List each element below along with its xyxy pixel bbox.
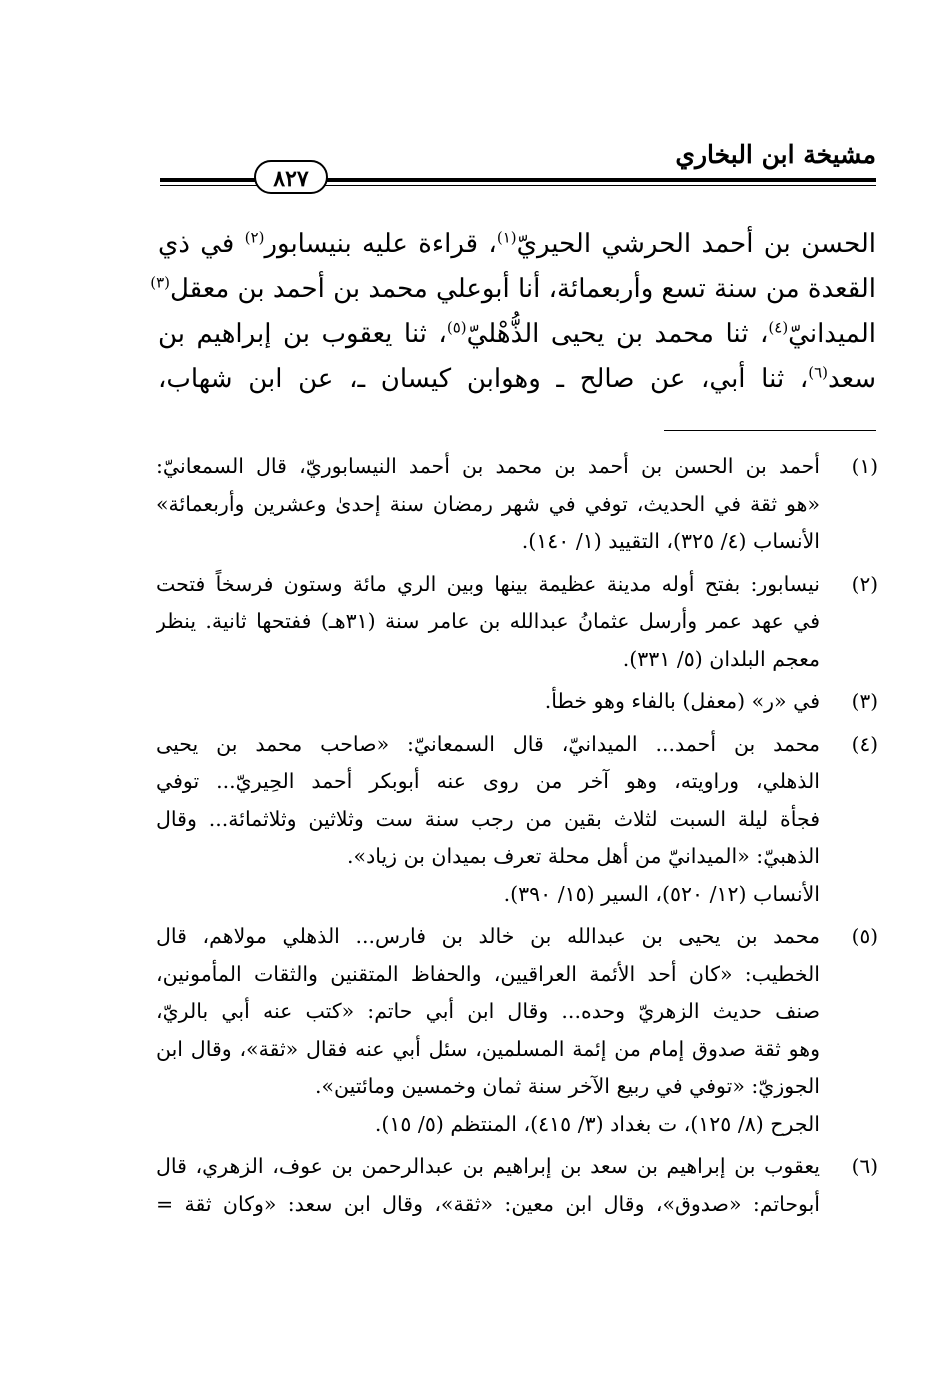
footnote-line: في عهد عمر وأرسل عثمانُ عبدالله بن عامر سنة (٣١هـ) ففتحها ثانية. ينظر	[156, 609, 820, 633]
footnote-line: الذهبيّ: «الميدانيّ من أهل محلة تعرف بميدان بن زياد».	[347, 844, 820, 868]
footnote	[156, 918, 878, 1143]
main-text	[150, 222, 876, 402]
main-text-line	[158, 312, 876, 357]
text-run: ، ثنا أبي، عن صالح ـ وهوابن كيسان ـ، عن ابن شهاب،	[158, 364, 809, 394]
text-run: في ذي	[158, 229, 245, 259]
footnote-number: (٥)	[851, 924, 878, 948]
text-run: ، قراءة عليه بنيسابور	[264, 229, 497, 259]
footnote-line: أحمد بن الحسن بن أحمد بن محمد بن أحمد النيسابوريّ، قال السمعانيّ:	[156, 454, 820, 478]
footnote-number: (٤)	[851, 731, 878, 756]
footnote-line: الجوزيّ: «توفي في ربيع الآخر سنة ثمان وخمسين ومائتين».	[314, 1074, 820, 1098]
text-run: ، ثنا يعقوب بن إبراهيم بن	[158, 319, 447, 349]
running-header	[160, 140, 876, 190]
footnote-line: في «ر» (معفل) بالفاء وهو خطأ.	[544, 689, 820, 713]
footnote	[156, 683, 878, 721]
footnote	[156, 726, 878, 914]
footnote-line: محمد بن أحمد... الميدانيّ، قال السمعانيّ: «صاحب محمد بن يحيى	[156, 731, 820, 756]
footnote-marker: (٥)	[446, 318, 467, 337]
footnote-marker: (٣)	[150, 273, 170, 292]
footnote	[156, 1148, 878, 1223]
footnote-marker: (٤)	[768, 318, 789, 337]
footnote-marker: (١)	[496, 228, 517, 247]
footnote-divider	[664, 430, 876, 431]
main-text-line	[150, 267, 876, 312]
text-run: سعد	[828, 364, 876, 394]
footnote	[156, 566, 878, 679]
footnote-line: «هو ثقة في الحديث، توفي في شهر رمضان سنة إحدىٰ وعشرين وأربعمائة»	[156, 491, 820, 516]
footnote-line: فجأة ليلة السبت لثلاث بقين من رجب سنة ست وثلاثين وثلاثمائة... وقال	[156, 806, 820, 831]
text-run: الحسن بن أحمد الحرشي الحيريّ	[516, 229, 876, 259]
footnote-line: الذهلي، وراويته، وهو آخر من روى عنه أبوبكر أحمد الحِيريّ... توفي	[156, 769, 820, 793]
page-number: ٨٢٧	[254, 160, 328, 194]
footnote-line: الجرح (٨/ ١٢٥)، ت بغداد (٣/ ٤١٥)، المنتظم (٥/ ١٥).	[374, 1111, 820, 1136]
footnote-marker: (٢)	[244, 228, 265, 247]
text-run: القعدة من سنة تسع وأربعمائة، أنا أبوعلي محمد بن أحمد بن معقل	[169, 274, 876, 304]
book-title: مشيخة ابن البخاري	[675, 140, 876, 169]
text-run: ، ثنا محمد بن يحيى الذُّهْليّ	[466, 319, 769, 349]
main-text-line	[158, 357, 876, 402]
footnote-line: محمد بن يحيى بن عبدالله بن خالد بن فارس... الذهلي مولاهم، قال	[156, 924, 820, 948]
footnote	[156, 448, 878, 561]
footnote-number: (٢)	[851, 571, 878, 596]
footnote-line: يعقوب بن إبراهيم بن سعد بن إبراهيم بن عبدالرحمن بن عوف، الزهري، قال	[156, 1154, 820, 1178]
text-run: الميدانيّ	[788, 319, 876, 349]
main-text-line	[158, 222, 876, 267]
footnote-line: صنف حديث الزهريّ وحده... وقال ابن أبي حاتم: «كتب عنه أبي بالريّ،	[156, 999, 820, 1023]
footnote-number: (٦)	[851, 1154, 878, 1178]
footnote-line: أبوحاتم: «صدوق»، وقال ابن معين: «ثقة»، وقال ابن سعد: «وكان ثقة =	[156, 1191, 820, 1216]
footnotes	[156, 448, 878, 1228]
footnote-line: الخطيب: «كان أحد الأئمة العراقيين، والحفاظ المتقنين والثقات المأمونين،	[156, 961, 820, 986]
footnote-number: (٣)	[851, 689, 878, 713]
footnote-line: معجم البلدان (٥/ ٣٣١).	[622, 646, 820, 671]
footnote-number: (١)	[851, 454, 878, 478]
footnote-marker: (٦)	[808, 363, 829, 382]
footnote-line: نيسابور: بفتح أوله مدينة عظيمة بينها وبين الري مائة وستون فرسخاً فتحت	[156, 571, 820, 596]
footnote-line: الأنساب (١٢/ ٥٢٠)، السير (١٥/ ٣٩٠).	[503, 881, 820, 906]
footnote-line: الأنساب (٤/ ٣٢٥)، التقييد (١/ ١٤٠).	[521, 529, 820, 553]
footnote-line: وهو ثقة صدوق إمام من إئمة المسلمين، سئل أبي عنه فقال «ثقة»، وقال ابن	[156, 1036, 820, 1061]
